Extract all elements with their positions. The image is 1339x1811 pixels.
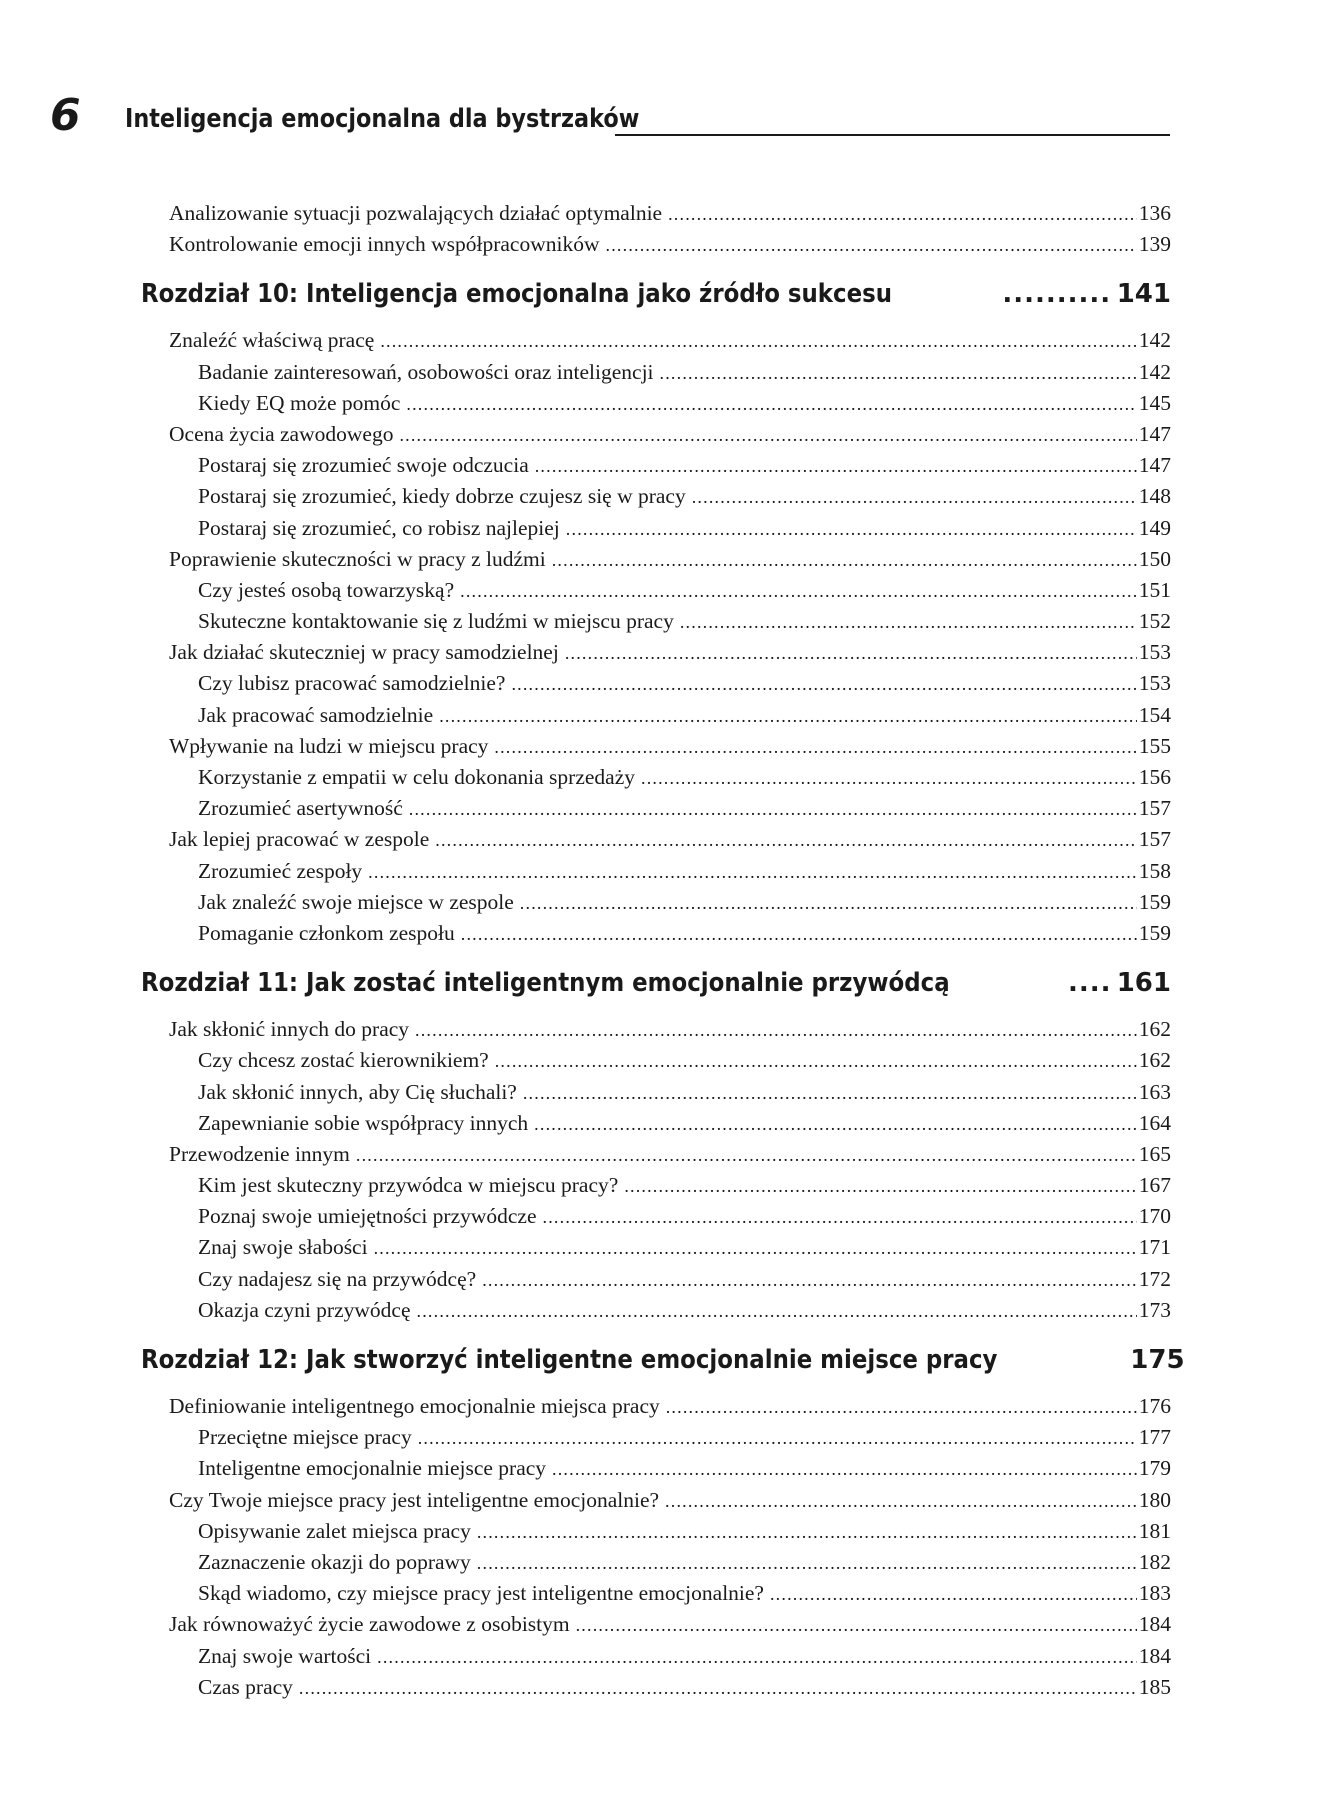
toc-entry-page: 147	[1138, 453, 1171, 478]
toc-entry	[0, 544, 1339, 575]
toc-subentry	[0, 1232, 1339, 1263]
chapter-heading-10	[0, 272, 1339, 316]
toc-entry-page: 159	[1138, 920, 1171, 945]
toc-leader-dots	[439, 701, 1137, 732]
toc-entry-title: Kim jest skuteczny przywódca w miejscu pracy?	[198, 1173, 619, 1198]
toc-subentry	[0, 1641, 1339, 1672]
toc-leader-dots	[477, 1517, 1137, 1548]
toc-entry-page: 165	[1138, 1141, 1171, 1166]
toc-leader-dots	[552, 1454, 1137, 1485]
toc-leader-dots	[692, 482, 1137, 513]
toc-subentry	[0, 887, 1339, 918]
toc-subentry	[0, 1170, 1339, 1201]
toc-entry-page: 153	[1138, 671, 1171, 696]
toc-entry-title: Poznaj swoje umiejętności przywódcze	[198, 1204, 537, 1229]
toc-leader-dots	[417, 1296, 1137, 1327]
toc-leader-dots	[482, 1265, 1137, 1296]
toc-entry-page: 181	[1138, 1518, 1171, 1543]
toc-leader-dots	[520, 888, 1137, 919]
toc-leader-dots	[1068, 961, 1109, 1005]
toc-entry-page: 147	[1138, 421, 1171, 446]
toc-entry-title: Znaleźć właściwą pracę	[169, 328, 375, 353]
toc-leader-dots	[494, 732, 1136, 763]
toc-entry-title: Jak skłonić innych do pracy	[169, 1017, 410, 1042]
toc-subentry	[0, 1077, 1339, 1108]
toc-entry-title: Czy chcesz zostać kierownikiem?	[198, 1048, 489, 1073]
toc-entry-title: Badanie zainteresowań, osobowości oraz inteligencji	[198, 359, 654, 384]
toc-leader-dots	[576, 1610, 1137, 1641]
toc-entry-title: Przeciętne miejsce pracy	[198, 1425, 412, 1450]
toc-entry-page: 180	[1138, 1487, 1171, 1512]
page-number: 6	[50, 90, 81, 141]
toc-entry-page: 162	[1138, 1048, 1171, 1073]
toc-subentry	[0, 1453, 1339, 1484]
toc-leader-dots	[368, 857, 1137, 888]
toc-entry-title: Postaraj się zrozumieć swoje odczucia	[198, 453, 529, 478]
toc-entry-page: 182	[1138, 1549, 1171, 1574]
toc-leader-dots	[641, 763, 1137, 794]
toc-subentry	[0, 1264, 1339, 1295]
table-of-contents	[0, 198, 1339, 1703]
chapter-heading-11	[0, 961, 1339, 1005]
toc-entry-title: Kiedy EQ może pomóc	[198, 390, 401, 415]
toc-entry	[0, 731, 1339, 762]
toc-leader-dots	[435, 825, 1136, 856]
toc-subentry	[0, 450, 1339, 481]
toc-entry-page: 177	[1138, 1425, 1171, 1450]
toc-entry-title: Zrozumieć asertywność	[198, 796, 403, 821]
toc-entry	[0, 198, 1339, 229]
toc-entry-title: Postaraj się zrozumieć, kiedy dobrze czujesz się w pracy	[198, 484, 686, 509]
toc-entry-title: Postaraj się zrozumieć, co robisz najlepiej	[198, 515, 560, 540]
toc-subentry	[0, 918, 1339, 949]
toc-entry-page: 150	[1138, 546, 1171, 571]
toc-entry-title: Znaj swoje wartości	[198, 1643, 372, 1668]
toc-entry-page: 142	[1138, 328, 1171, 353]
toc-subentry	[0, 762, 1339, 793]
toc-entry	[0, 1485, 1339, 1516]
toc-entry-title: Zapewnianie sobie współpracy innych	[198, 1110, 529, 1135]
toc-leader-dots	[399, 420, 1136, 451]
toc-subentry	[0, 856, 1339, 887]
toc-leader-dots	[534, 1109, 1137, 1140]
toc-leader-dots	[543, 1202, 1137, 1233]
toc-subentry	[0, 606, 1339, 637]
toc-entry-title: Przewodzenie innym	[169, 1141, 350, 1166]
toc-leader-dots	[668, 199, 1137, 230]
toc-entry-page: 183	[1138, 1581, 1171, 1606]
toc-leader-dots	[380, 326, 1136, 357]
toc-entry-title: Skąd wiadomo, czy miejsce pracy jest inteligentne emocjonalnie?	[198, 1581, 764, 1606]
toc-entry-page: 158	[1138, 858, 1171, 883]
toc-subentry	[0, 1578, 1339, 1609]
toc-entry	[0, 1609, 1339, 1640]
toc-entry-page: 185	[1138, 1674, 1171, 1699]
chapter-page: 141	[1116, 279, 1171, 310]
chapter-title: Rozdział 12: Jak stworzyć inteligentne emocjonalnie miejsce pracy	[141, 1345, 998, 1375]
toc-leader-dots	[406, 389, 1136, 420]
toc-subentry	[0, 793, 1339, 824]
toc-entry-page: 149	[1138, 515, 1171, 540]
toc-entry-page: 148	[1138, 484, 1171, 509]
chapter-heading-12	[0, 1338, 1339, 1382]
toc-entry-title: Ocena życia zawodowego	[169, 421, 394, 446]
toc-entry-title: Zrozumieć zespoły	[198, 858, 363, 883]
toc-entry-title: Czy nadajesz się na przywódcę?	[198, 1266, 477, 1291]
toc-entry-title: Okazja czyni przywódcę	[198, 1297, 411, 1322]
toc-leader-dots	[624, 1171, 1136, 1202]
toc-entry-title: Korzystanie z empatii w celu dokonania sprzedaży	[198, 765, 635, 789]
toc-subentry	[0, 700, 1339, 731]
toc-leader-dots	[374, 1233, 1137, 1264]
toc-subentry	[0, 1422, 1339, 1453]
toc-entry-page: 184	[1138, 1643, 1171, 1668]
toc-leader-dots	[606, 230, 1137, 261]
toc-entry-title: Czy lubisz pracować samodzielnie?	[198, 671, 506, 696]
toc-entry-page: 157	[1138, 796, 1171, 821]
toc-entry-title: Kontrolowanie emocji innych współpracowników	[169, 232, 600, 257]
toc-entry-title: Jak działać skuteczniej w pracy samodzielnej	[169, 640, 559, 665]
toc-leader-dots	[460, 576, 1137, 607]
toc-entry-title: Jak lepiej pracować w zespole	[169, 827, 430, 852]
toc-entry-page: 172	[1138, 1266, 1171, 1291]
book-title: Inteligencja emocjonalna dla bystrzaków	[125, 104, 640, 134]
toc-subentry	[0, 513, 1339, 544]
toc-leader-dots	[299, 1673, 1137, 1704]
toc-entry-title: Jak znaleźć swoje miejsce w zespole	[198, 889, 514, 914]
toc-entry-title: Czy Twoje miejsce pracy jest inteligentne emocjonalnie?	[169, 1487, 660, 1512]
toc-leader-dots	[461, 919, 1137, 950]
toc-entry	[0, 637, 1339, 668]
toc-entry-title: Skuteczne kontaktowanie się z ludźmi w miejscu pracy	[198, 609, 674, 634]
toc-leader-dots	[356, 1140, 1137, 1171]
toc-leader-dots	[409, 794, 1137, 825]
toc-entry	[0, 1139, 1339, 1170]
toc-entry-page: 155	[1138, 733, 1171, 758]
toc-entry	[0, 419, 1339, 450]
toc-subentry	[0, 575, 1339, 606]
toc-leader-dots	[415, 1015, 1137, 1046]
toc-leader-dots	[660, 358, 1137, 389]
toc-leader-dots	[511, 669, 1136, 700]
toc-entry	[0, 824, 1339, 855]
toc-leader-dots	[377, 1642, 1137, 1673]
header-rule	[615, 134, 1170, 136]
toc-subentry	[0, 1516, 1339, 1547]
toc-entry-page: 179	[1138, 1456, 1171, 1481]
toc-entry	[0, 1391, 1339, 1422]
toc-entry-page: 171	[1138, 1235, 1171, 1260]
toc-entry-title: Poprawienie skuteczności w pracy z ludźmi	[169, 546, 546, 571]
toc-entry	[0, 229, 1339, 260]
toc-entry-page: 170	[1138, 1204, 1171, 1229]
toc-leader-dots	[565, 638, 1137, 669]
toc-entry-page: 173	[1138, 1297, 1171, 1322]
toc-entry-page: 145	[1138, 390, 1171, 415]
toc-entry-title: Czy jesteś osobą towarzyską?	[198, 577, 455, 602]
toc-entry	[0, 325, 1339, 356]
toc-leader-dots	[495, 1046, 1137, 1077]
toc-subentry	[0, 388, 1339, 419]
toc-entry-title: Pomaganie członkom zespołu	[198, 920, 455, 945]
toc-leader-dots	[666, 1392, 1137, 1423]
toc-leader-dots	[523, 1078, 1137, 1109]
toc-subentry	[0, 1672, 1339, 1703]
toc-entry-page: 184	[1138, 1612, 1171, 1637]
toc-entry-title: Zaznaczenie okazji do poprawy	[198, 1549, 471, 1574]
toc-entry-title: Jak pracować samodzielnie	[198, 702, 434, 727]
toc-leader-dots	[770, 1579, 1137, 1610]
toc-subentry	[0, 1295, 1339, 1326]
toc-entry-page: 154	[1138, 702, 1171, 727]
toc-entry-title: Znaj swoje słabości	[198, 1235, 368, 1260]
toc-entry	[0, 1014, 1339, 1045]
toc-entry-page: 163	[1138, 1079, 1171, 1104]
chapter-title: Rozdział 11: Jak zostać inteligentnym emocjonalnie przywódcą	[141, 968, 950, 999]
toc-entry-title: Analizowanie sytuacji pozwalających działać optymalnie	[169, 201, 663, 225]
toc-leader-dots	[566, 514, 1137, 545]
toc-entry-page: 176	[1138, 1394, 1171, 1418]
toc-subentry	[0, 668, 1339, 699]
toc-leader-dots	[477, 1548, 1137, 1579]
toc-entry-title: Inteligentne emocjonalnie miejsce pracy	[198, 1456, 547, 1481]
toc-subentry	[0, 481, 1339, 512]
toc-entry-page: 167	[1138, 1173, 1171, 1198]
page-header	[40, 90, 1170, 150]
toc-entry-page: 162	[1138, 1017, 1171, 1042]
toc-leader-dots	[680, 607, 1137, 638]
toc-subentry	[0, 1108, 1339, 1139]
toc-entry-title: Jak równoważyć życie zawodowe z osobistym	[169, 1612, 570, 1637]
toc-entry-page: 152	[1138, 609, 1171, 634]
toc-subentry	[0, 357, 1339, 388]
toc-entry-page: 156	[1138, 765, 1171, 789]
toc-leader-dots	[1002, 272, 1108, 316]
toc-subentry	[0, 1045, 1339, 1076]
toc-subentry	[0, 1547, 1339, 1578]
toc-entry-title: Czas pracy	[198, 1674, 293, 1699]
toc-entry-page: 151	[1138, 577, 1171, 602]
toc-leader-dots	[552, 545, 1137, 576]
toc-entry-title: Wpływanie na ludzi w miejscu pracy	[169, 733, 489, 758]
toc-entry-page: 157	[1138, 827, 1171, 852]
toc-entry-page: 142	[1138, 359, 1171, 384]
chapter-page: 175	[1130, 1345, 1185, 1375]
toc-entry-page: 139	[1138, 232, 1171, 257]
toc-entry-title: Opisywanie zalet miejsca pracy	[198, 1518, 471, 1543]
chapter-title: Rozdział 10: Inteligencja emocjonalna jako źródło sukcesu	[141, 279, 892, 310]
toc-leader-dots	[418, 1423, 1137, 1454]
toc-entry-page: 153	[1138, 640, 1171, 665]
toc-entry-page: 164	[1138, 1110, 1171, 1135]
toc-entry-page: 159	[1138, 889, 1171, 914]
toc-entry-title: Definiowanie inteligentnego emocjonalnie miejsca pracy	[169, 1394, 660, 1418]
toc-leader-dots	[535, 451, 1137, 482]
toc-entry-title: Jak skłonić innych, aby Cię słuchali?	[198, 1079, 517, 1104]
toc-leader-dots	[665, 1486, 1137, 1517]
toc-subentry	[0, 1201, 1339, 1232]
toc-entry-page: 136	[1138, 201, 1171, 225]
chapter-page: 161	[1116, 968, 1171, 999]
